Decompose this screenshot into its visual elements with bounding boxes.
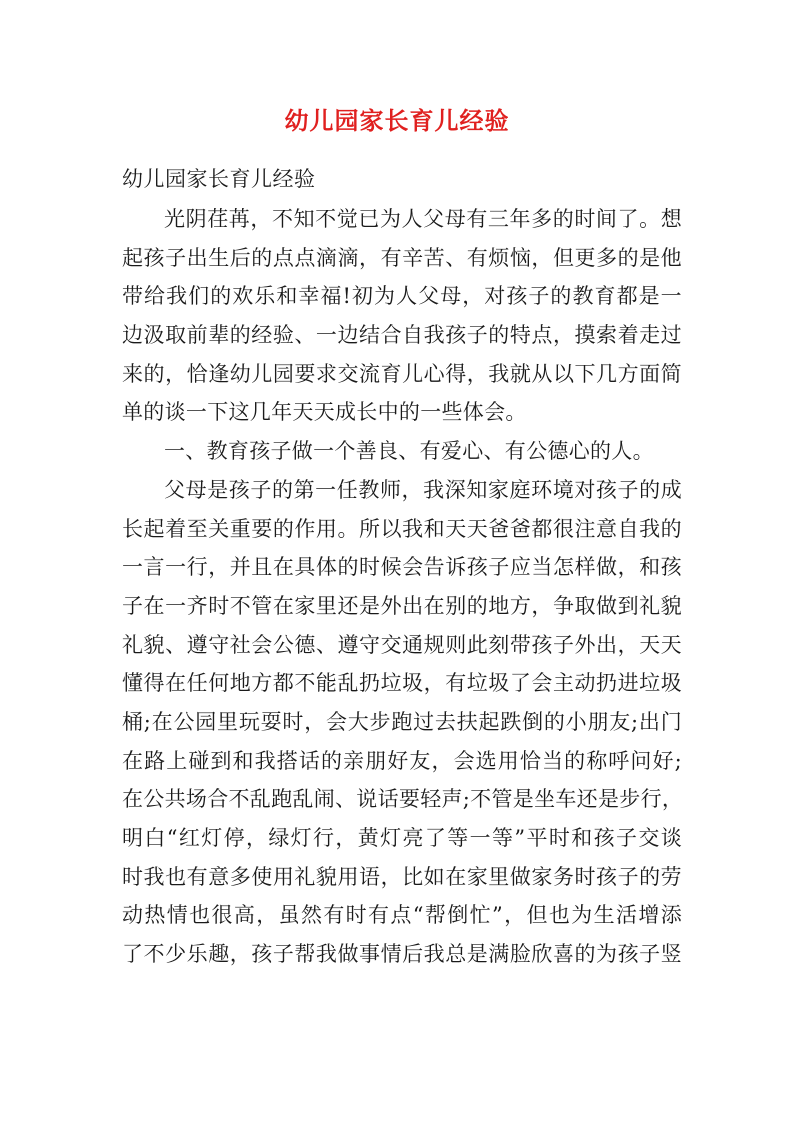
paragraph-line: 子在一齐时不管在家里还是外出在别的地方，争取做到礼貌: [122, 593, 682, 618]
paragraph-line: 边汲取前辈的经验、一边结合自我孩子的特点，摸索着走过: [122, 323, 682, 348]
paragraph-line: 在公共场合不乱跑乱闹、说话要轻声;不管是坐车还是步行，: [122, 787, 684, 812]
document-subtitle: 幼儿园家长育儿经验: [122, 167, 316, 191]
paragraph-line: 礼貌、遵守社会公德、遵守交通规则此刻带孩子外出，天天: [122, 632, 682, 657]
paragraph-line: 来的，恰逢幼儿园要求交流育儿心得，我就从以下几方面简: [122, 361, 682, 386]
paragraph-line: 长起着至关重要的作用。所以我和天天爸爸都很注意自我的: [122, 516, 682, 541]
paragraph-line: 光阴荏苒，不知不觉已为人父母有三年多的时间了。想: [164, 207, 682, 231]
paragraph-line: 一言一行，并且在具体的时候会告诉孩子应当怎样做，和孩: [122, 555, 682, 580]
document-title: 幼儿园家长育儿经验: [284, 106, 510, 135]
paragraph-line: 父母是孩子的第一任教师，我深知家庭环境对孩子的成: [164, 477, 682, 502]
paragraph-line: 动热情也很高，虽然有时有点“帮倒忙”，但也为生活增添: [122, 903, 682, 928]
paragraph-line: 带给我们的欢乐和幸福!初为人父母，对孩子的教育都是一: [122, 284, 682, 309]
paragraph-line: 了不少乐趣，孩子帮我做事情后我总是满脸欣喜的为孩子竖: [122, 942, 682, 967]
document-body: [122, 200, 682, 974]
paragraph-line: 单的谈一下这几年天天成长中的一些体会。: [122, 400, 527, 425]
section-heading: 一、教育孩子做一个善良、有爱心、有公德心的人。: [164, 439, 654, 464]
paragraph-line: 懂得在任何地方都不能乱扔垃圾，有垃圾了会主动扔进垃圾: [122, 671, 682, 696]
paragraph-line: 桶;在公园里玩耍时，会大步跑过去扶起跌倒的小朋友;出门: [122, 709, 682, 734]
paragraph-line: 明白“红灯停，绿灯行，黄灯亮了等一等”平时和孩子交谈: [122, 826, 682, 850]
paragraph-line: 起孩子出生后的点点滴滴，有辛苦、有烦恼，但更多的是他: [122, 245, 682, 270]
paragraph-line: 在路上碰到和我搭话的亲朋好友，会选用恰当的称呼问好;: [122, 748, 682, 773]
paragraph-line: 时我也有意多使用礼貌用语，比如在家里做家务时孩子的劳: [122, 864, 682, 889]
